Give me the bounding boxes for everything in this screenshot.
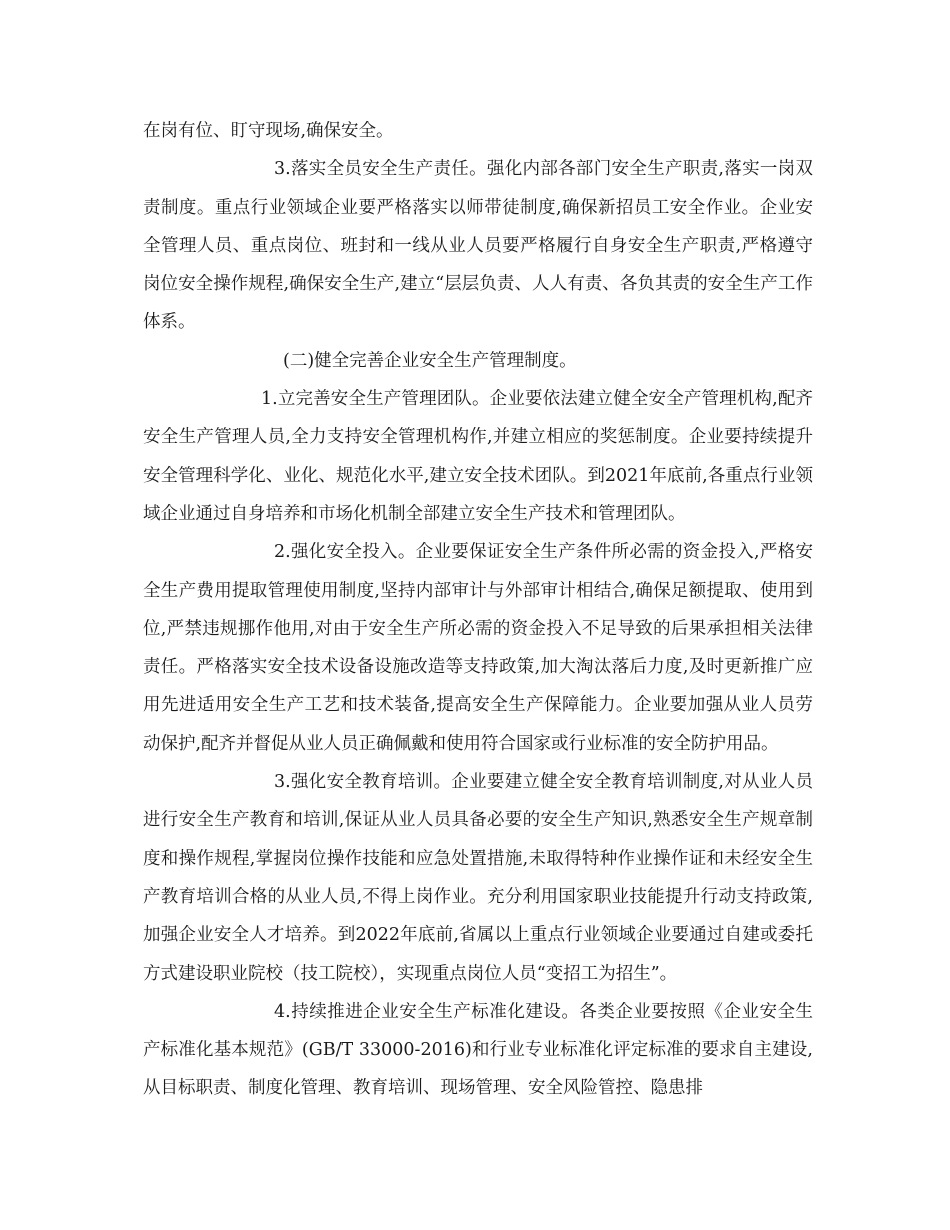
paragraph-item-3-responsibility: 3.落实全员安全生产责任。强化内部各部门安全生产职责,落实一岗双责制度。重点行业领域企业要严格落实以师带徒制度,确保新招员工安全作业。企业安全管理人员、重点岗位、班封和一线从业人员要严格履行自身安全生产职责,严格遵守岗位安全操作规程,确保安全生产,建立“层层负责、人人有责、各负其责的安全生产工作体系。 (143, 159, 813, 333)
paragraph-item-4-standardization: 4.持续推进企业安全生产标准化建设。各类企业要按照《企业安全生产标准化基本规范》(GB/T 33000-2016)和行业专业标准化评定标准的要求自主建设,从目标职责、制度化管理、教育培训、现场管理、安全风险管控、隐患排 (143, 1001, 813, 1099)
paragraph-continuation: 在岗有位、盯守现场,确保安全。 (143, 121, 394, 141)
paragraph-item-3-training: 3.强化安全教育培训。企业要建立健全安全教育培训制度,对从业人员进行安全生产教育和培训,保证从业人员具备必要的安全生产知识,熟悉安全生产规章制度和操作规程,掌握岗位操作技能和应急处置措施,未取得特种作业操作证和未经安全生产教育培训合格的从业人员,不得上岗作业。充分利用国家职业技能提升行动支持政策,加强企业安全人才培养。到2022年底前,省属以上重点行业领域企业要通过自建或委托方式建设职业院校（技工院校），实现重点岗位人员“变招工为招生”。 (143, 772, 813, 984)
section-heading-2: (二)健全完善企业安全生产管理制度。 (283, 350, 577, 371)
paragraph-item-2-investment: 2.强化安全投入。企业要保证安全生产条件所必需的资金投入,严格安全生产费用提取管理使用制度,坚持内部审计与外部审计相结合,确保足额提取、使用到位,严禁违规挪作他用,对由于安全生产所必需的资金投入不足导致的后果承担相关法律责任。严格落实安全技术设备设施改造等支持政策,加大淘汰落后力度,及时更新推广应用先进适用安全生产工艺和技术装备,提高安全生产保障能力。企业要加强从业人员劳动保护,配齐并督促从业人员正确佩戴和使用符合国家或行业标准的安全防护用品。 (143, 542, 813, 754)
document-body (143, 112, 813, 1108)
paragraph-item-1-team: 1.立完善安全生产管理团队。企业要依法建立健全安全产管理机构,配齐安全生产管理人员,全力支持安全管理机构作,并建立相应的奖惩制度。企业要持续提升安全管理科学化、业化、规范化水平,建立安全技术团队。到2021年底前,各重点行业领域企业通过自身培养和市场化机制全部建立安全生产技术和管理团队。 (143, 389, 813, 524)
